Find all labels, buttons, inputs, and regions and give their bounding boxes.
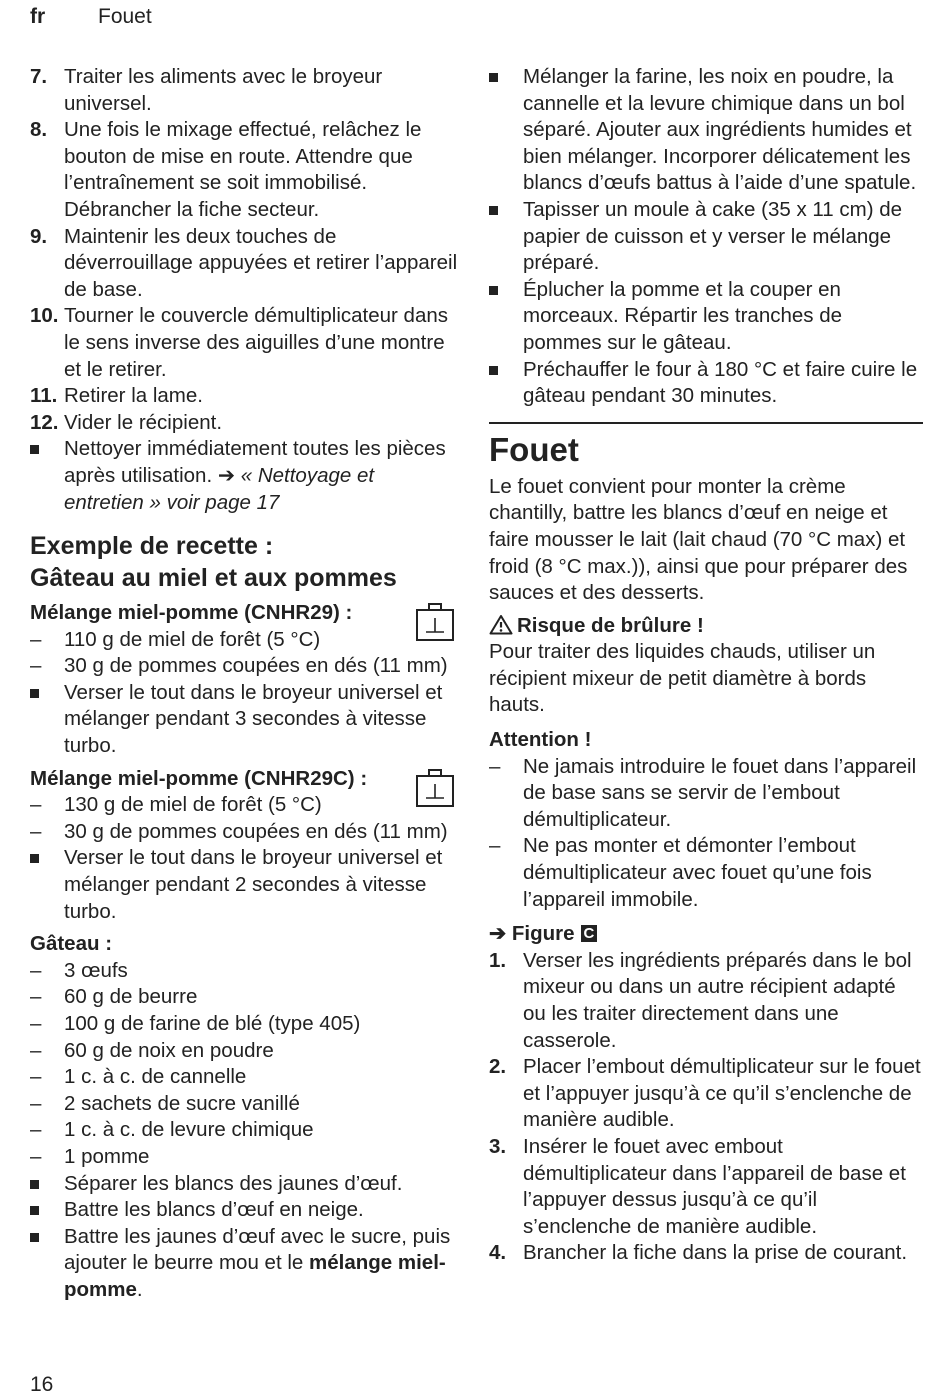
list-item: – Ne jamais introduire le fouet dans l’appareil de base sans se servir de l’embout démultiplicateur.: [489, 754, 917, 831]
list-item: Battre les blancs d’œuf en neige.: [30, 1197, 458, 1224]
list-item: Tapisser un moule à cake (35 x 11 cm) de papier de cuisson et y verser le mélange préparé.: [489, 197, 923, 277]
step-2: 2. Placer l’embout démultiplicateur sur le fouet et l’appuyer jusqu’à ce qu’il s’enclenche de manière audible.: [489, 1055, 921, 1132]
list-item: – 1 c. à c. de cannelle: [30, 1065, 247, 1089]
bullet-square-icon: [30, 1206, 39, 1215]
cross-reference-link[interactable]: « Nettoyage et entretien » voir page 17: [64, 463, 375, 514]
step-1: 1. Verser les ingrédients préparés dans le bol mixeur ou dans un autre récipient adapté ou les traiter directement dans une casserole.: [489, 948, 912, 1052]
bullet-square-icon: [30, 1180, 39, 1189]
mix2-title: Mélange miel-pomme (CNHR29C) :: [30, 766, 368, 790]
attention-heading: Attention !: [489, 728, 592, 752]
recipe-heading: Exemple de recette : Gâteau au miel et aux pommes: [30, 532, 397, 593]
list-item: – Ne pas monter et démonter l’embout démultiplicateur avec fouet qu’une fois l’appareil immobile.: [489, 834, 872, 911]
list-item: Éplucher la pomme et la couper en morceaux. Répartir les tranches de pommes sur le gâteau.: [489, 277, 923, 357]
bullet-square-icon: [489, 366, 498, 375]
list-item: Séparer les blancs des jaunes d’œuf.: [30, 1171, 458, 1198]
cake-title: Gâteau :: [30, 932, 113, 956]
list-item: – 130 g de miel de forêt (5 °C): [30, 793, 322, 817]
mix1-block: [30, 600, 458, 760]
list-item: Battre les jaunes d’œuf avec le sucre, puis ajouter le beurre mou et le mélange miel-pomme.: [30, 1224, 458, 1304]
list-item: Verser le tout dans le broyeur universel et mélanger pendant 2 secondes à vitesse turbo.: [30, 845, 458, 925]
list-item: – 30 g de pommes coupées en dés (11 mm): [30, 654, 448, 678]
list-item: – 1 c. à c. de levure chimique: [30, 1118, 314, 1142]
list-item: – 2 sachets de sucre vanillé: [30, 1091, 300, 1115]
step-10: 10. Tourner le couvercle démultiplicateur dans le sens inverse des aiguilles d’une montre et le retirer.: [30, 304, 449, 381]
bullet-square-icon: [30, 689, 39, 698]
language-code: fr: [30, 5, 46, 28]
section-title: Fouet: [489, 430, 579, 468]
list-item: – 3 œufs: [30, 958, 128, 982]
step-11: 11. Retirer la lame.: [30, 384, 203, 408]
list-item: – 30 g de pommes coupées en dés (11 mm): [30, 819, 448, 843]
bullet-square-icon: [30, 1233, 39, 1242]
list-item: – 60 g de beurre: [30, 985, 198, 1009]
page-header: [30, 4, 152, 31]
warning-text: Pour traiter des liquides chauds, utiliser un récipient mixeur de petit diamètre à bords hauts.: [489, 640, 876, 717]
bullet-square-icon: [30, 854, 39, 863]
header-title: Fouet: [98, 5, 152, 28]
right-column: [489, 64, 923, 1267]
figure-reference: ➔ Figure C: [489, 921, 923, 948]
step-4: 4. Brancher la fiche dans la prise de courant.: [489, 1241, 908, 1265]
warning-heading: Risque de brûlure !: [489, 613, 923, 640]
page-number: 16: [30, 1373, 54, 1396]
bullet-square-icon: [489, 206, 498, 215]
step-7: 7. Traiter les aliments avec le broyeur universel.: [30, 65, 383, 115]
warning-triangle-icon: [489, 614, 513, 635]
list-item: – 100 g de farine de blé (type 405): [30, 1012, 361, 1035]
list-item: – 1 pomme: [30, 1144, 150, 1168]
list-item: Mélanger la farine, les noix en poudre, la cannelle et la levure chimique dans un bol séparé. Ajouter aux ingrédients humides et bien mélanger. Incorporer délicatement les blancs d’œufs battus à l’aide d’une spatule.: [489, 64, 923, 197]
list-item: – 110 g de miel de forêt (5 °C): [30, 627, 321, 651]
step-3: 3. Insérer le fouet avec embout démultiplicateur dans l’appareil de base et l’appuyer dessus jusqu’à ce qu’il s’enclenche de manière audible.: [489, 1134, 906, 1238]
intro-paragraph: Le fouet convient pour monter la crème chantilly, battre les blancs d’œuf en neige et faire mousser le lait (lait chaud (70 °C max) et froid (8 °C max.)), ainsi que pour préparer des sauces et des desserts.: [489, 474, 908, 605]
list-item: Verser le tout dans le broyeur universel et mélanger pendant 3 secondes à vitesse turbo.: [30, 680, 458, 760]
arrow-icon: ➔: [217, 463, 236, 487]
figure-letter-badge: C: [581, 925, 598, 942]
left-column: [30, 64, 458, 1304]
bullet-square-icon: [489, 73, 498, 82]
bullet-square-icon: [489, 286, 498, 295]
step-9: 9. Maintenir les deux touches de déverrouillage appuyées et retirer l’appareil de base.: [30, 224, 458, 301]
mix1-title: Mélange miel-pomme (CNHR29) :: [30, 601, 353, 625]
list-item: – 60 g de noix en poudre: [30, 1038, 274, 1062]
arrow-icon: ➔: [489, 922, 507, 946]
step-8: 8. Une fois le mixage effectué, relâchez le bouton de mise en route. Attendre que l’entraînement se soit immobilisé. Débrancher la fiche secteur.: [30, 118, 422, 221]
section-divider: [489, 422, 923, 424]
list-item: Préchauffer le four à 180 °C et faire cuire le gâteau pendant 30 minutes.: [489, 357, 923, 410]
clean-bullet: Nettoyer immédiatement toutes les pièces après utilisation. ➔ « Nettoyage et entretien » voir page 17: [30, 436, 458, 516]
bullet-square-icon: [30, 445, 39, 454]
step-12: 12. Vider le récipient.: [30, 410, 223, 434]
mix2-block: [30, 766, 458, 926]
